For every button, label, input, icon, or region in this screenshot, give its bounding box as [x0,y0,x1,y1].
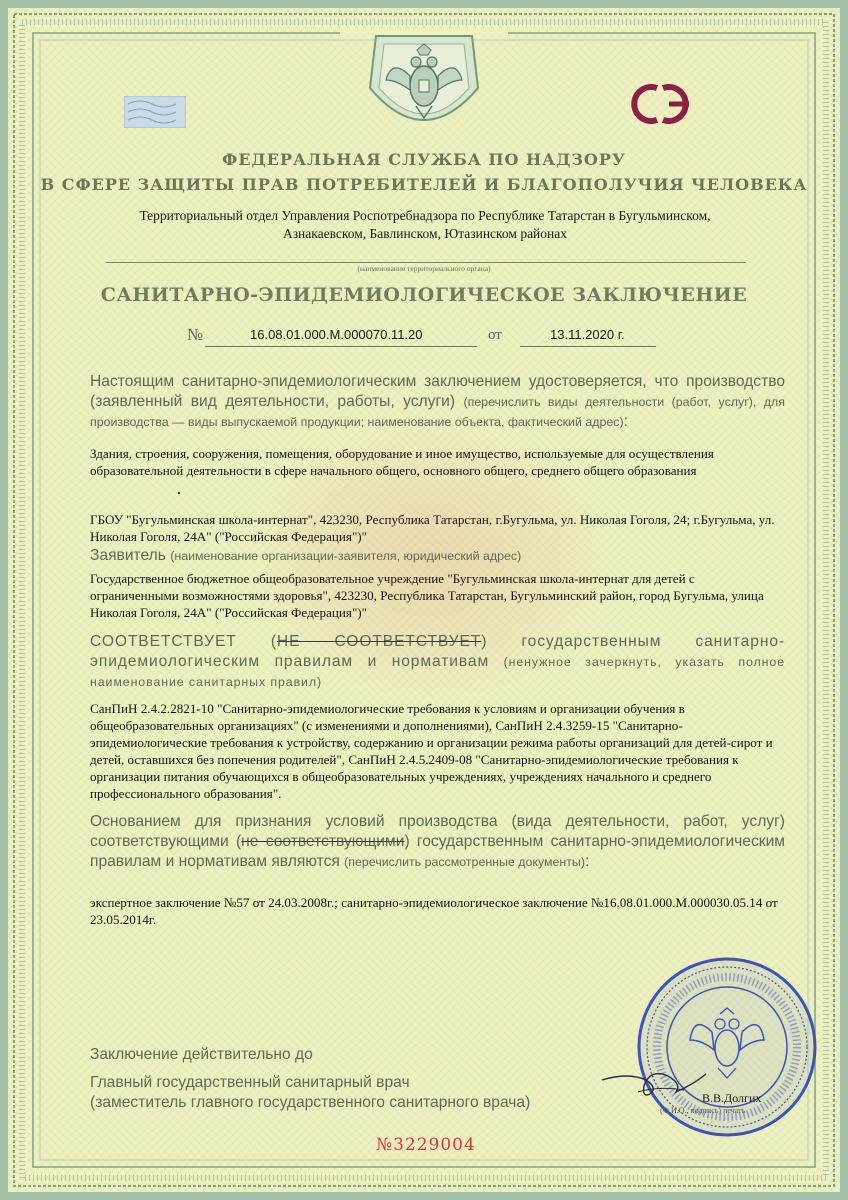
applicant-hint: (наименование организации-заявителя, юридический адрес) [170,549,522,563]
territorial-body-line1: Территориальный отдел Управления Роспотребнадзора по Республике Татарстан в Бугульминском, [139,208,711,223]
applicant-value: Государственное бюджетное общеобразовательное учреждение "Бугульминская школа-интернат для детей с ограниченными возможностями здоровья", 423230, Республика Татарстан, Бугульминский район, город Бугульма, улица Николая Гоголя, 24А" ("Российская Федерация")" [90,571,764,620]
object-address: ГБОУ "Бугульминская школа-интернат", 423230, Республика Татарстан, г.Бугульма, ул. Николая Гоголя, 24; г.Бугульма, ул. Николая Гоголя, 24А" ("Российская Федерация")" [90,512,775,544]
state-emblem-icon [362,28,486,146]
territorial-body [80,207,770,243]
valid-until-label: Заключение действительно до [90,1046,313,1063]
date-label: от [488,327,502,343]
signer-name: В.В.Долгих [702,1091,762,1105]
document-title: САНИТАРНО-ЭПИДЕМИОЛОГИЧЕСКОЕ ЗАКЛЮЧЕНИЕ [100,284,748,306]
conformity-rest: государственным санитарно-эпидемиологическим правилам и нормативам [90,633,785,670]
deputy-chief-title: (заместитель главного государственного санитарного врача) [90,1094,531,1111]
basis-struck: не соответствующими [241,833,405,850]
basis-colon: : [584,853,590,870]
object-hint: (перечислить виды деятельности (работ, услуг), для производства — виды выпускаемой продукции; наименование объекта, фактический адрес) [90,395,785,429]
basis-hint: (перечислить рассмотренные документы) [344,855,585,869]
object-colon: : [623,413,628,430]
territorial-underline [106,262,746,263]
object-activity: Здания, строения, сооружения, помещения, оборудование и иное имущество, используемые для осуществления образовательной деятельности в сфере начального общего, основного общего, среднего общего образования [90,446,714,478]
blank-serial-number: №3229004 [376,1135,476,1155]
signature-caption [660,1106,745,1115]
paren-close: ) [481,633,488,650]
object-intro-text: Настоящим санитарно-эпидемиологическим заключением удостоверяется, что производство (заявленный вид деятельности, работы, услуги) [90,373,785,410]
number-underline [205,346,477,347]
paren-open: ( [270,633,277,650]
agency-name-line1: ФЕДЕРАЛЬНАЯ СЛУЖБА ПО НАДЗОРУ [222,150,626,169]
sanitary-rules: СанПиН 2.4.2.2821-10 "Санитарно-эпидемиологические требования к условиям и организации обучения в общеобразовательных организациях" (с изменениями и дополнениями), СанПиН 2.4.3259-15 "Санитарно-эпидемиологические требования к устройству, содержанию и организации режима работы организаций для детей-сирот и детей, оставшихся без попечения родителей", СанПиН 2.4.5.2409-08 "Санитарно-эпидемиологические требования к организации питания обучающихся в общеобразовательных учреждениях, учреждениях начального и среднего профессионального образования". [90,701,773,801]
chief-doctor-title: Главный государственный санитарный врач [90,1074,410,1091]
stamp-caption: печать [723,1106,746,1115]
stray-dot [178,492,180,494]
object-intro [90,372,785,432]
territorial-caption: (наименование территориального органа) [357,264,491,273]
handwritten-signature-icon [598,1062,710,1102]
applicant-label-row [90,546,790,566]
number-sign: № [187,325,204,344]
basis-text-after: ) государственным санитарно-эпидемиологическим правилам и нормативам являются [90,833,786,870]
se-conformity-mark-icon [623,80,697,128]
certificate-number: 16.08.01.000.М.000070.11.20 [250,327,423,342]
basis-text-before: Основанием для признания условий производства (вида деятельности, работ, услуг) соответствующими ( [90,813,785,850]
basis-statement [90,812,785,872]
conformity-hint: (ненужное зачеркнуть, указать полное наименование санитарных правил) [90,655,785,689]
conforms-word: СООТВЕТСТВУЕТ [90,633,237,650]
date-underline [520,346,656,347]
applicant-label: Заявитель [90,547,166,564]
signature-caption-text: (Ф.И.О., подпись) [660,1106,722,1115]
certificate-date: 13.11.2020 г. [550,327,625,342]
territorial-body-line2: Азнакаевском, Бавлинском, Ютазинском районах [282,226,568,241]
not-conforms-struck: НЕ СООТВЕТСТВУЕТ [276,633,482,650]
agency-name-line2: В СФЕРЕ ЗАЩИТЫ ПРАВ ПОТРЕБИТЕЛЕЙ И БЛАГОПОЛУЧИЯ ЧЕЛОВЕКА [40,175,808,194]
basis-documents: экспертное заключение №57 от 24.03.2008г.; санитарно-эпидемиологическое заключение №16.08.01.000.М.000030.05.14 от 23.05.2014г. [90,895,778,927]
hologram-sticker-icon [124,96,186,128]
conformity-statement [90,632,785,692]
